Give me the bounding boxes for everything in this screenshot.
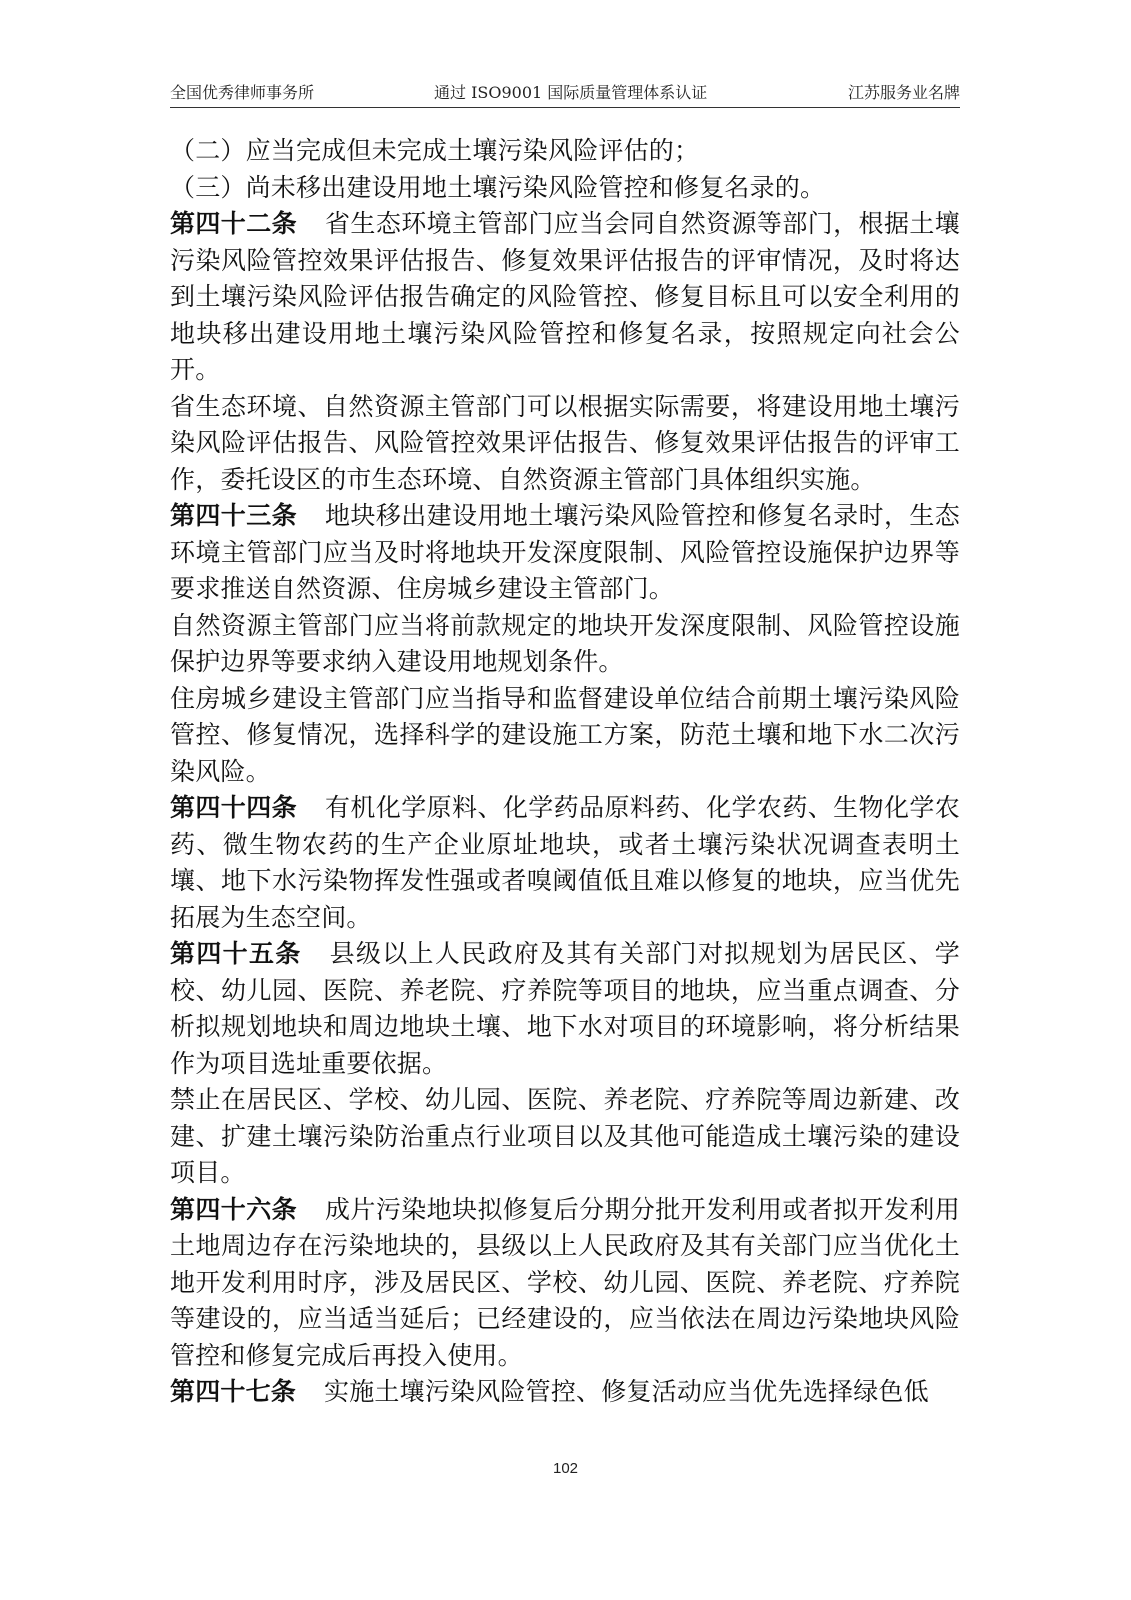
paragraph	[170, 389, 960, 499]
paragraph-text: 有机化学原料、化学药品原料药、化学农药、生物化学农药、微生物农药的生产企业原址地块，或者土壤污染状况调查表明土壤、地下水污染物挥发性强或者嗅阈值低且难以修复的地块，应当优先拓展为生态空间。	[170, 793, 960, 932]
paragraph	[170, 206, 960, 389]
header-certification: 通过 ISO9001 国际质量管理体系认证	[434, 83, 708, 102]
header-rule	[170, 107, 960, 108]
paragraph	[170, 1374, 960, 1411]
paragraph	[170, 790, 960, 936]
header-firm-title: 全国优秀律师事务所	[170, 83, 315, 102]
paragraph	[170, 608, 960, 681]
article-number: 第四十三条	[170, 501, 298, 530]
article-number: 第四十四条	[170, 793, 298, 822]
article-number: 第四十七条	[170, 1377, 297, 1406]
paragraph	[170, 170, 960, 207]
paragraph-text: 禁止在居民区、学校、幼儿园、医院、养老院、疗养院等周边新建、改建、扩建土壤污染防治重点行业项目以及其他可能造成土壤污染的建设项目。	[170, 1085, 960, 1187]
paragraph	[170, 681, 960, 791]
article-number: 第四十二条	[170, 209, 298, 238]
paragraph-text: 省生态环境主管部门应当会同自然资源等部门，根据土壤污染风险管控效果评估报告、修复效果评估报告的评审情况，及时将达到土壤污染风险评估报告确定的风险管控、修复目标且可以安全利用的地块移出建设用地土壤污染风险管控和修复名录，按照规定向社会公开。	[170, 209, 960, 384]
document-body	[170, 133, 960, 1411]
paragraph	[170, 1082, 960, 1192]
paragraph	[170, 498, 960, 608]
page-header	[170, 76, 960, 104]
paragraph-text: （二）应当完成但未完成土壤污染风险评估的；	[170, 136, 700, 165]
page-number: 102	[552, 1460, 579, 1477]
paragraph-text: 住房城乡建设主管部门应当指导和监督建设单位结合前期土壤污染风险管控、修复情况，选择科学的建设施工方案，防范土壤和地下水二次污染风险。	[170, 683, 960, 786]
paragraph	[170, 936, 960, 1082]
paragraph-text: 地块移出建设用地土壤污染风险管控和修复名录时，生态环境主管部门应当及时将地块开发深度限制、风险管控设施保护边界等要求推送自然资源、住房城乡建设主管部门。	[170, 501, 960, 603]
paragraph	[170, 133, 960, 170]
paragraph-text: 成片污染地块拟修复后分期分批开发利用或者拟开发利用土地周边存在污染地块的，县级以上人民政府及其有关部门应当优化土地开发利用时序，涉及居民区、学校、幼儿园、医院、养老院、疗养院等建设的，应当适当延后；已经建设的，应当依法在周边污染地块风险管控和修复完成后再投入使用。	[170, 1194, 960, 1370]
paragraph-text: 自然资源主管部门应当将前款规定的地块开发深度限制、风险管控设施保护边界等要求纳入建设用地规划条件。	[170, 610, 960, 676]
article-number: 第四十六条	[170, 1194, 298, 1224]
header-brand: 江苏服务业名牌	[847, 83, 960, 102]
paragraph-text: 实施土壤污染风险管控、修复活动应当优先选择绿色低	[324, 1377, 929, 1406]
paragraph-text: 省生态环境、自然资源主管部门可以根据实际需要，将建设用地土壤污染风险评估报告、风险管控效果评估报告、修复效果评估报告的评审工作，委托设区的市生态环境、自然资源主管部门具体组织实施。	[170, 391, 960, 494]
article-number: 第四十五条	[170, 939, 302, 968]
paragraph-text: 县级以上人民政府及其有关部门对拟规划为居民区、学校、幼儿园、医院、养老院、疗养院等项目的地块，应当重点调查、分析拟规划地块和周边地块土壤、地下水对项目的环境影响，将分析结果作为项目选址重要依据。	[170, 939, 960, 1078]
paragraph	[170, 1192, 960, 1375]
paragraph-text: （三）尚未移出建设用地土壤污染风险管控和修复名录的。	[170, 172, 826, 202]
